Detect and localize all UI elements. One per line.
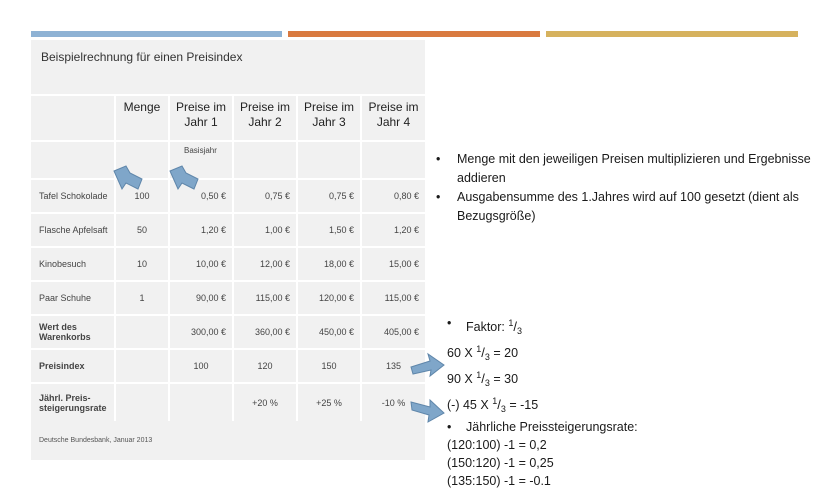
calc-line: 90 X $^1/_3 = 30$ [447, 370, 519, 388]
accent-bar-gold [546, 31, 798, 37]
arrow-right-icon [410, 396, 446, 424]
faktor-line [447, 314, 807, 340]
preisindex-jahr2: 120 [233, 349, 297, 383]
header-jahr4: Preise im Jahr 4 [361, 95, 425, 141]
header-jahr1: Preise im Jahr 1 [169, 95, 233, 141]
header-empty [31, 95, 115, 141]
preisindex-jahr3: 150 [297, 349, 361, 383]
item-price-jahr3: 120,00 € [297, 281, 361, 315]
item-price-jahr3: 0,75 € [297, 179, 361, 213]
table-row [31, 281, 425, 315]
table-row [31, 179, 425, 213]
fraction: $^1/_3$ [492, 396, 506, 414]
accent-bar-orange [288, 31, 540, 37]
warenkorb-row [31, 315, 425, 349]
item-name: Paar Schuhe [31, 281, 115, 315]
arrow-down-right-icon [168, 165, 202, 191]
table-header-row [31, 95, 425, 141]
price-index-table [31, 94, 425, 421]
item-menge: 50 [115, 213, 169, 247]
steigerung-jahr4: -10 % [361, 383, 425, 421]
bullet-icon: • [447, 316, 452, 330]
fraction: $^1/_3$ [508, 318, 523, 336]
steigerung-jahr1 [169, 383, 233, 421]
warenkorb-jahr1: 300,00 € [169, 315, 233, 349]
header-jahr2: Preise im Jahr 2 [233, 95, 297, 141]
bullet-text: Menge mit den jeweiligen Preisen multiplizieren und Ergebnisse addieren [457, 152, 811, 185]
item-menge: 10 [115, 247, 169, 281]
item-price-jahr1: 90,00 € [169, 281, 233, 315]
price-index-panel [31, 40, 425, 460]
item-price-jahr4: 1,20 € [361, 213, 425, 247]
rate-calc-1: (120:100) -1 = 0,2 [447, 438, 547, 452]
item-price-jahr2: 0,75 € [233, 179, 297, 213]
calculation-block [447, 314, 807, 490]
fraction: $^1/_3$ [476, 344, 490, 362]
item-price-jahr1: 10,00 € [169, 247, 233, 281]
list-item [436, 150, 816, 188]
header-menge: Menge [115, 95, 169, 141]
steigerung-label: Jährl. Preis-steigerungsrate [31, 383, 115, 421]
warenkorb-jahr4: 405,00 € [361, 315, 425, 349]
rate-line [447, 418, 807, 436]
preisindex-row [31, 349, 425, 383]
explanation-bullets [436, 150, 816, 226]
table-row [31, 247, 425, 281]
preisindex-label: Preisindex [31, 349, 115, 383]
rate-label: Jährliche Preissteigerungsrate: [466, 420, 638, 434]
steigerung-jahr2: +20 % [233, 383, 297, 421]
panel-title: Beispielrechnung für einen Preisindex [41, 50, 243, 64]
item-price-jahr4: 0,80 € [361, 179, 425, 213]
item-price-jahr3: 18,00 € [297, 247, 361, 281]
table-row [31, 213, 425, 247]
item-price-jahr2: 12,00 € [233, 247, 297, 281]
basis-label: Basisjahr [169, 141, 233, 179]
item-price-jahr2: 1,00 € [233, 213, 297, 247]
warenkorb-jahr2: 360,00 € [233, 315, 297, 349]
calc-line: (-) 45 X $^1/_3 = -15$ [447, 396, 539, 414]
warenkorb-jahr3: 450,00 € [297, 315, 361, 349]
item-price-jahr1: 1,20 € [169, 213, 233, 247]
warenkorb-label: Wert des Warenkorbs [31, 315, 115, 349]
bullet-icon: • [436, 190, 441, 204]
list-item [436, 188, 816, 226]
steigerung-row [31, 383, 425, 421]
item-price-jahr1: 0,50 € [169, 179, 233, 213]
item-price-jahr3: 1,50 € [297, 213, 361, 247]
preisindex-jahr1: 100 [169, 349, 233, 383]
faktor-label: Faktor: [466, 320, 505, 334]
arrow-right-icon [410, 352, 446, 378]
bullet-icon: • [447, 420, 452, 434]
fraction: $^1/_3$ [476, 370, 490, 388]
source-note: Deutsche Bundesbank, Januar 2013 [39, 437, 153, 444]
steigerung-jahr3: +25 % [297, 383, 361, 421]
calc-line: 60 X $^1/_3 = 20$ [447, 344, 519, 362]
item-name: Flasche Apfelsaft [31, 213, 115, 247]
item-name: Kinobesuch [31, 247, 115, 281]
item-name: Tafel Schokolade [31, 179, 115, 213]
item-price-jahr2: 115,00 € [233, 281, 297, 315]
bullet-icon: • [436, 152, 441, 166]
item-menge: 100 [115, 179, 169, 213]
basis-row [31, 141, 425, 179]
header-jahr3: Preise im Jahr 3 [297, 95, 361, 141]
item-price-jahr4: 115,00 € [361, 281, 425, 315]
accent-bar-blue [31, 31, 282, 37]
arrow-down-right-icon [112, 165, 146, 191]
bullet-text: Ausgabensumme des 1.Jahres wird auf 100 gesetzt (dient als Bezugsgröße) [457, 190, 799, 223]
item-price-jahr4: 15,00 € [361, 247, 425, 281]
item-menge: 1 [115, 281, 169, 315]
rate-calc-3: (135:150) -1 = -0.1 [447, 474, 551, 488]
preisindex-jahr4: 135 [361, 349, 425, 383]
rate-calc-2: (150:120) -1 = 0,25 [447, 456, 554, 470]
